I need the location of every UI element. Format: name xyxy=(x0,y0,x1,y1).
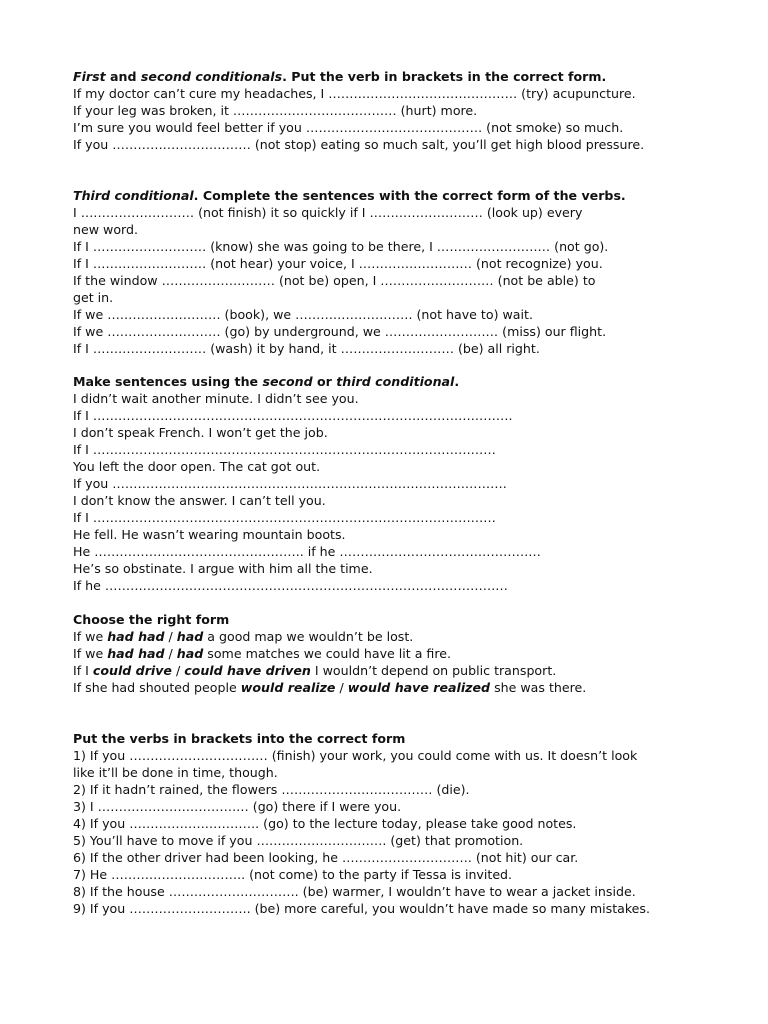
title-part: . Put the verb in brackets in the correct form. xyxy=(282,69,607,84)
exercise-line: If I ……………………… (wash) it by hand, it ……………………… (be) all right. xyxy=(73,341,540,356)
title-part: . Complete the sentences with the correct form of the verbs. xyxy=(193,188,626,203)
choice-option: would have realized xyxy=(347,680,491,695)
title-part: second conditionals xyxy=(140,69,283,84)
exercise-line: I don’t know the answer. I can’t tell you. xyxy=(73,493,326,508)
answer-line: He ………………………………………….. if he ………………………………………… xyxy=(73,544,541,559)
title-part: and xyxy=(105,69,141,84)
exercise-line: new word. xyxy=(73,222,138,237)
exercise-line: 8) If the house …………………………. (be) warmer, I wouldn’t have to wear a jacket inside. xyxy=(73,884,636,899)
choice-separator: / xyxy=(171,663,185,678)
choice-option: had had xyxy=(107,646,165,661)
exercise-line: 7) He ………………………….. (not come) to the party if Tessa is invited. xyxy=(73,867,513,882)
title-part: . xyxy=(454,374,460,389)
choice-line xyxy=(73,645,713,662)
exercise-line: like it’ll be done in time, though. xyxy=(73,765,278,780)
answer-line: If I ………………………………………………………………………………………. xyxy=(73,408,513,423)
exercise-line: He fell. He wasn’t wearing mountain boots. xyxy=(73,527,346,542)
choice-separator: / xyxy=(335,680,348,695)
choice-option: had xyxy=(176,646,204,661)
choice-text: If we xyxy=(73,646,108,661)
choice-option: had had xyxy=(107,629,165,644)
exercise-line: If I ……………………… (know) she was going to be there, I ……………………… (not go). xyxy=(73,239,609,254)
exercise-line: If we ……………………… (go) by underground, we ……………………… (miss) our flight. xyxy=(73,324,607,339)
title-part: or xyxy=(312,374,337,389)
exercise-line: 6) If the other driver had been looking, he …………………………. (not hit) our car. xyxy=(73,850,579,865)
answer-line: If he …………………………………………………………………………………… xyxy=(73,578,508,593)
answer-line: If I …………………………………………………………………………………… xyxy=(73,510,496,525)
choice-text: a good map we wouldn’t be lost. xyxy=(203,629,414,644)
exercise-line: I’m sure you would feel better if you …………………………………… (not smoke) so much. xyxy=(73,120,624,135)
exercise-line: 4) If you …………………………. (go) to the lecture today, please take good notes. xyxy=(73,816,577,831)
section-third-conditional xyxy=(73,187,713,357)
section-make-sentences xyxy=(73,373,713,594)
exercise-line: 3) I ……………………………… (go) there if I were you. xyxy=(73,799,402,814)
exercise-line: If the window ……………………… (not be) open, I ……………………… (not be able) to xyxy=(73,273,596,288)
choice-text: she was there. xyxy=(490,680,587,695)
choice-option: would realize xyxy=(240,680,336,695)
title-part: Make sentences using the xyxy=(73,374,263,389)
choice-option: could drive xyxy=(92,663,172,678)
title-part: Third conditional xyxy=(73,188,194,203)
section-put-verbs-correct-form xyxy=(73,730,713,917)
section-title: Put the verbs in brackets into the correct form xyxy=(73,731,406,746)
choice-line xyxy=(73,662,713,679)
section-title xyxy=(73,187,713,204)
section-choose-right-form xyxy=(73,611,713,696)
section-first-second-conditionals xyxy=(73,68,713,153)
section-title xyxy=(73,68,713,85)
choice-option: had xyxy=(176,629,204,644)
choice-option: could have driven xyxy=(184,663,311,678)
exercise-line: I don’t speak French. I won’t get the job. xyxy=(73,425,328,440)
section-title xyxy=(73,373,713,390)
exercise-line: If my doctor can’t cure my headaches, I ……………………………………… (try) acupuncture. xyxy=(73,86,636,101)
choice-text: some matches we could have lit a fire. xyxy=(203,646,452,661)
exercise-line: He’s so obstinate. I argue with him all the time. xyxy=(73,561,373,576)
choice-separator: / xyxy=(164,629,177,644)
exercise-line: If we ……………………… (book), we ………………………. (not have to) wait. xyxy=(73,307,533,322)
choice-text: If she had shouted people xyxy=(73,680,241,695)
exercise-line: I didn’t wait another minute. I didn’t see you. xyxy=(73,391,359,406)
title-part: third conditional xyxy=(336,374,455,389)
exercise-line: I ……………………… (not finish) it so quickly if I ……………………… (look up) every xyxy=(73,205,583,220)
answer-line: If you …………………………………………………………………………………. xyxy=(73,476,507,491)
choice-text: If we xyxy=(73,629,108,644)
exercise-line: If I ……………………… (not hear) your voice, I ……………………… (not recognize) you. xyxy=(73,256,603,271)
choice-text: I wouldn’t depend on public transport. xyxy=(310,663,557,678)
exercise-line: 2) If it hadn’t rained, the flowers ……………………………… (die). xyxy=(73,782,470,797)
section-title: Choose the right form xyxy=(73,612,230,627)
exercise-line: 1) If you …………………………… (finish) your work, you could come with us. It doesn’t look xyxy=(73,748,638,763)
choice-line xyxy=(73,628,713,645)
exercise-line: 5) You’ll have to move if you …………………………. (get) that promotion. xyxy=(73,833,524,848)
choice-text: If I xyxy=(73,663,93,678)
exercise-line: You left the door open. The cat got out. xyxy=(73,459,321,474)
title-part: First xyxy=(73,69,106,84)
choice-separator: / xyxy=(164,646,177,661)
exercise-line: get in. xyxy=(73,290,114,305)
exercise-line: If your leg was broken, it ………………………………… (hurt) more. xyxy=(73,103,478,118)
exercise-line: If you …………………………… (not stop) eating so much salt, you’ll get high blood pressure. xyxy=(73,137,645,152)
answer-line: If I …………………………………………………………………………………… xyxy=(73,442,496,457)
choice-line xyxy=(73,679,713,696)
exercise-line: 9) If you ……………………….. (be) more careful, you wouldn’t have made so many mistakes. xyxy=(73,901,650,916)
title-part: second xyxy=(262,374,313,389)
